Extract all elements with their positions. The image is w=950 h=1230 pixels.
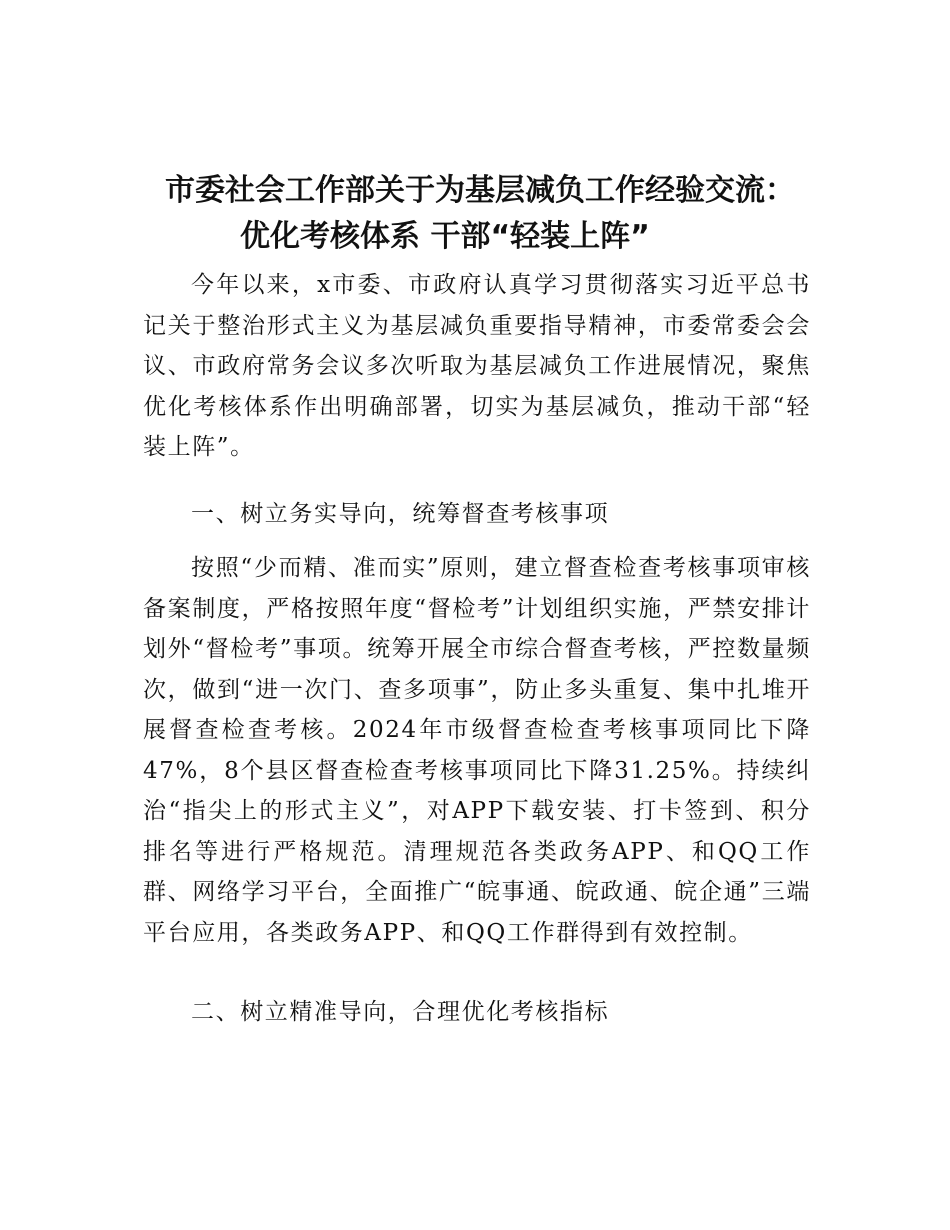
- document-title: [120, 168, 840, 260]
- title-line-2: 优化考核体系 干部“轻装上阵”: [240, 219, 650, 254]
- intro-paragraph: 今年以来，x市委、市政府认真学习贯彻落实习近平总书记关于整治形式主义为基层减负重要指导精神，市委常委会会议、市政府常务会议多次听取为基层减负工作进展情况，聚焦优化考核体系作出明确部署，切实为基层减负，推动干部“轻装上阵”。: [143, 272, 811, 460]
- title-line-1: 市委社会工作部关于为基层减负工作经验交流：: [165, 173, 795, 208]
- section-heading-1: 一、树立务实导向，统筹督查考核事项: [191, 501, 610, 527]
- section-heading-2: 二、树立精准导向，合理优化考核指标: [191, 999, 610, 1025]
- section-1-paragraph: 按照“少而精、准而实”原则，建立督查检查考核事项审核备案制度，严格按照年度“督检考”计划组织实施，严禁安排计划外“督检考”事项。统筹开展全市综合督查考核，严控数量频次，做到“进一次门、查多项事”，防止多头重复、集中扎堆开展督查检查考核。2024年市级督查检查考核事项同比下降47%，8个县区督查检查考核事项同比下降31.25%。持续纠治“指尖上的形式主义”，对APP下载安装、打卡签到、积分排名等进行严格规范。清理规范各类政务APP、和QQ工作群、网络学习平台，全面推广“皖事通、皖政通、皖企通”三端平台应用，各类政务APP、和QQ工作群得到有效控制。: [143, 555, 811, 946]
